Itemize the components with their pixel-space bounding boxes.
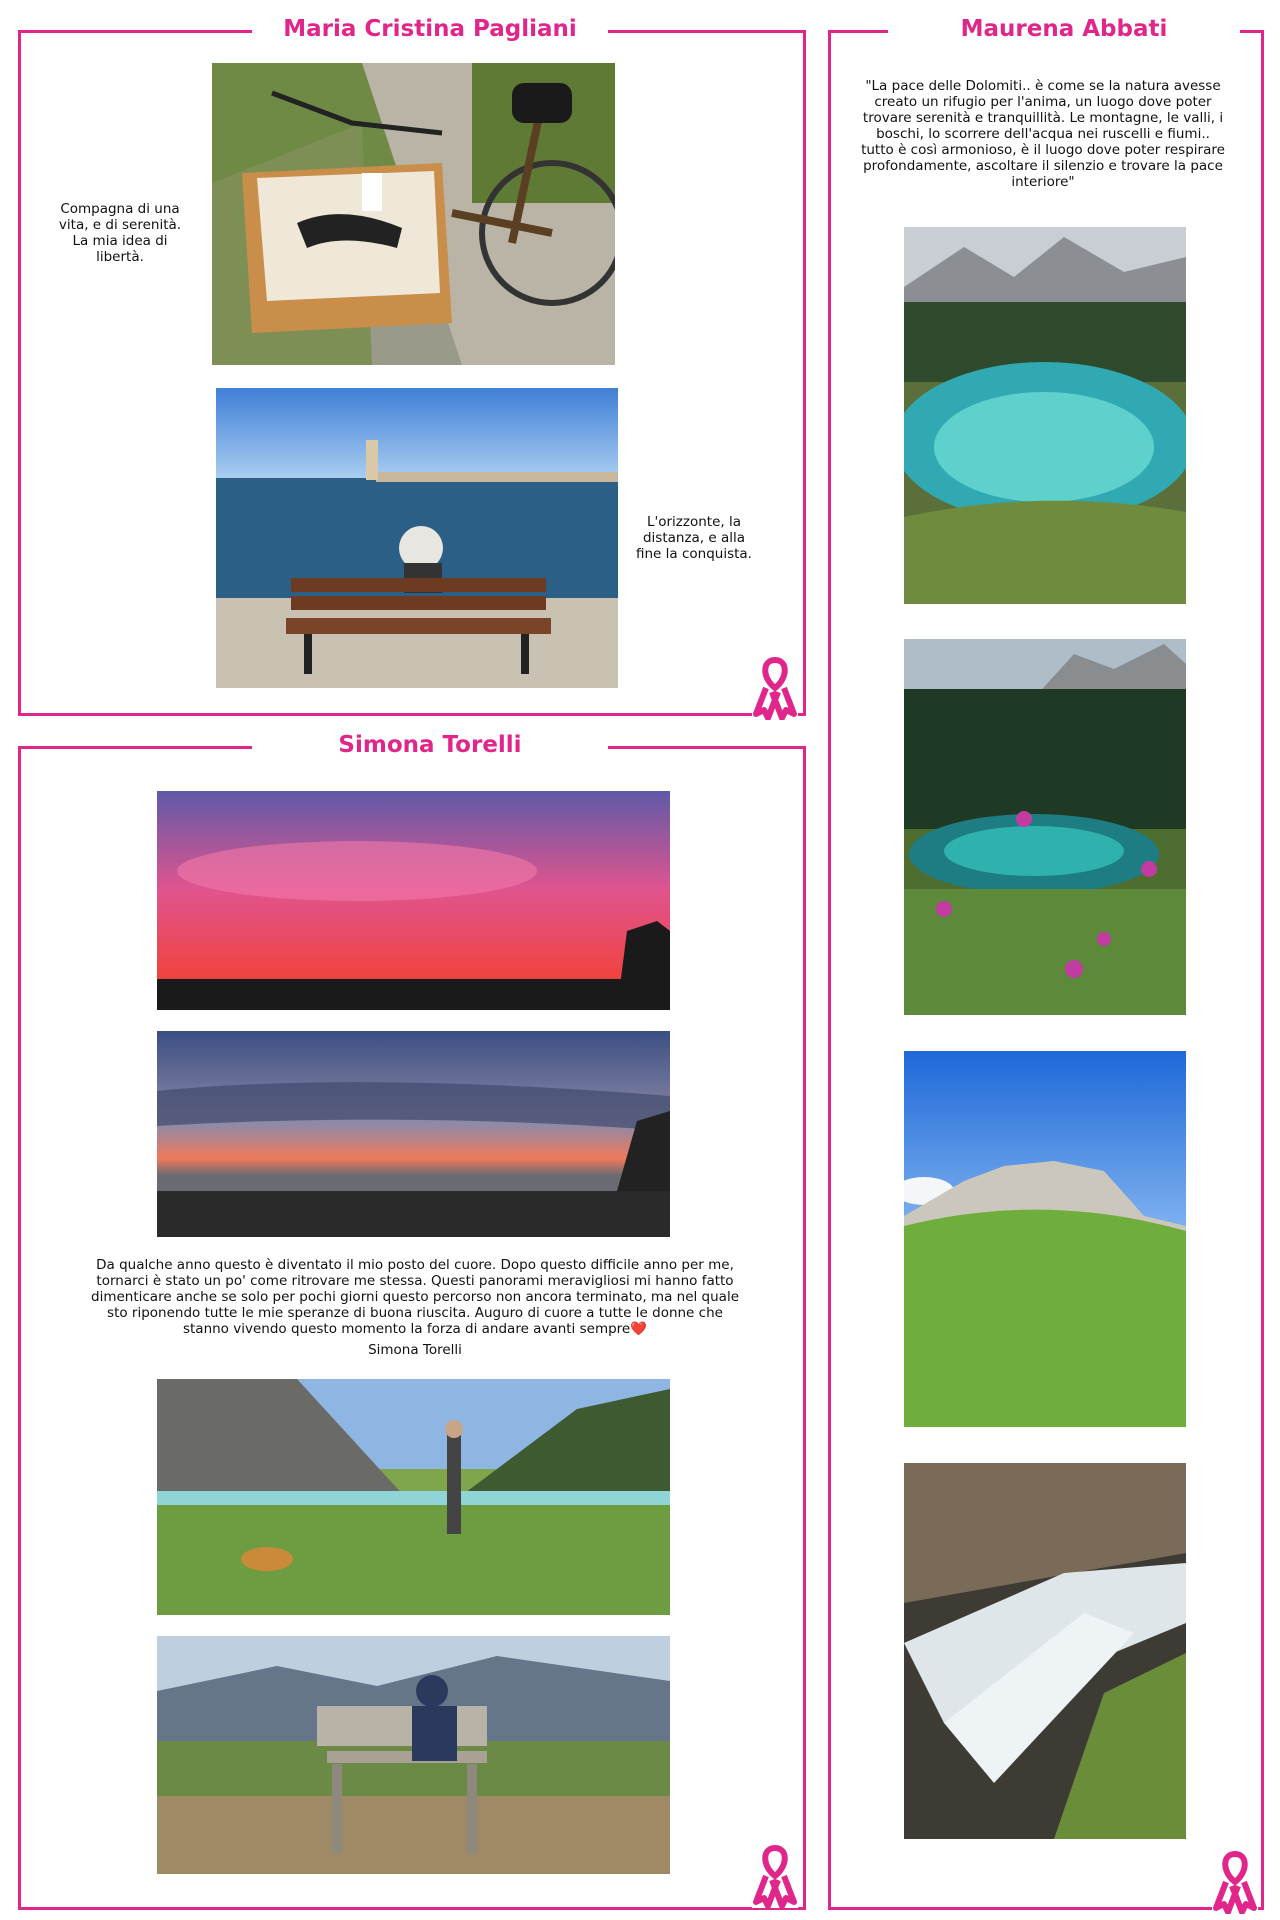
caption-bicycle: Compagna di una vita, e di serenità. La mia idea di libertà. — [58, 201, 182, 265]
pink-ribbon-icon — [752, 1842, 798, 1908]
photo-pink-sunset-sky — [157, 791, 670, 1010]
photo-seaside-bench — [216, 388, 618, 688]
pink-ribbon-icon — [752, 654, 798, 720]
photo-valley-dog — [157, 1379, 670, 1615]
simona-signature: Simona Torelli — [368, 1342, 462, 1358]
simona-story-text: Da qualche anno questo è diventato il mio posto del cuore. Dopo questo difficile anno per me, tornarci è stato un po' come ritrovare me stessa. Questi panorami meravigliosi mi hanno fatto dimenticare anche se solo per pochi giorni questo percorso non ancora terminato, ma nel quale sto riponendo tutte le mie speranze di buona riuscita. Auguro di cuore a tutte le donne che stanno vivendo questo momento la forza di andare avanti sempre❤️ — [91, 1257, 739, 1337]
section-title-maria: Maria Cristina Pagliani — [252, 16, 608, 42]
photo-dawn-field — [157, 1031, 670, 1237]
quote-dolomiti: "La pace delle Dolomiti.. è come se la natura avesse creato un rifugio per l'anima, un luogo dove poter trovare serenità e tranquillità. Le montagne, le valli, i boschi, lo scorrere dell'acqua nei ruscelli e fiumi.. tutto è così armonioso, è il luogo dove poter respirare profondamente, ascoltare il silenzio e trovare la pace interiore" — [861, 78, 1225, 190]
caption-horizon: L'orizzonte, la distanza, e alla fine la conquista. — [636, 514, 752, 562]
photo-alpine-pond-flowers — [904, 639, 1186, 1015]
section-title-maurena: Maurena Abbati — [888, 16, 1240, 42]
photo-bicycle-basket — [212, 63, 615, 365]
pink-ribbon-icon — [1212, 1848, 1258, 1914]
photo-turquoise-lake — [904, 227, 1186, 604]
photo-mountain-meadow — [904, 1051, 1186, 1427]
photo-bench-mountains — [157, 1636, 670, 1874]
photo-waterfall — [904, 1463, 1186, 1839]
section-title-simona: Simona Torelli — [252, 732, 608, 758]
